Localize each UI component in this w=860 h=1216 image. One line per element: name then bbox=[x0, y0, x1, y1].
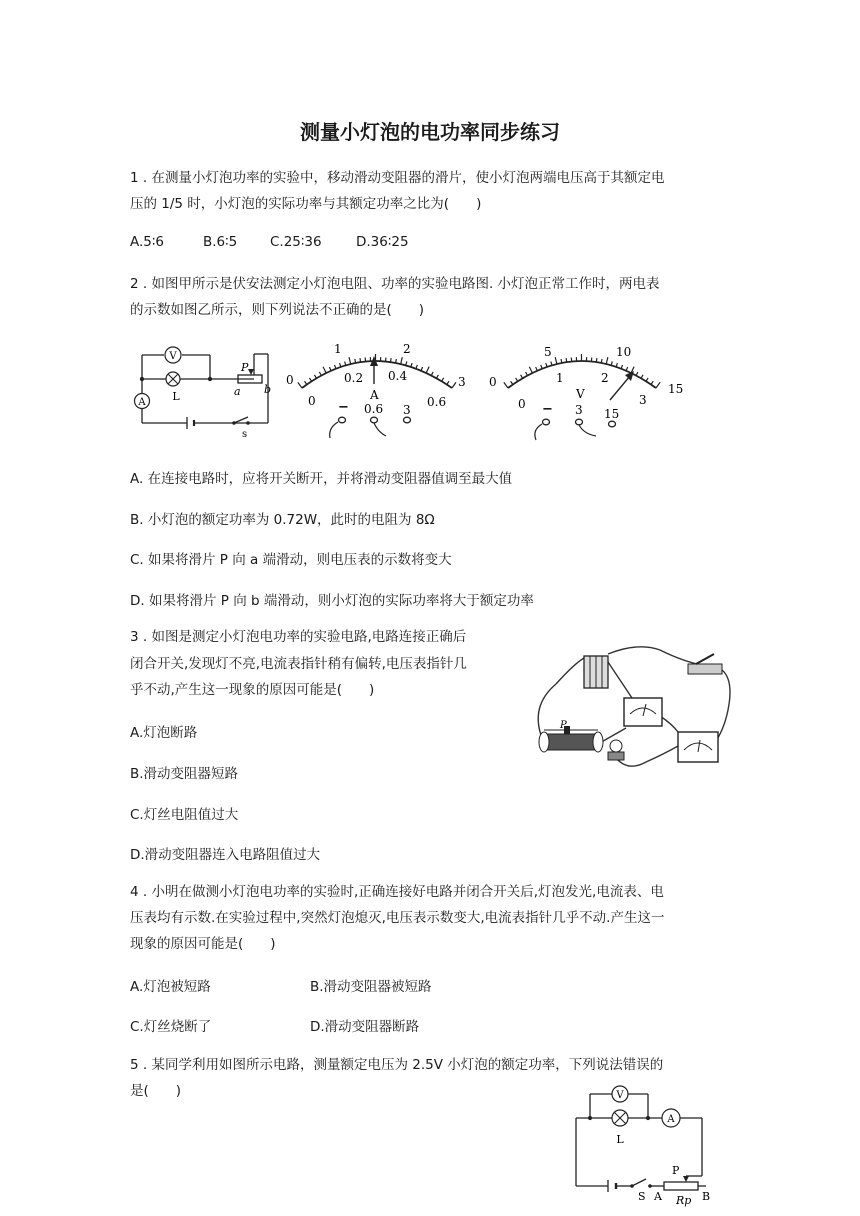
voltmeter-outer-tick: 0 bbox=[489, 375, 497, 389]
ammeter-unit-label: A bbox=[370, 388, 379, 402]
dial-tick-mark bbox=[651, 381, 653, 384]
q3-apparatus-figure bbox=[528, 640, 734, 776]
q2-text-line1: 2 . 如图甲所示是伏安法测定小灯泡电阻、功率的实验电路图. 小灯泡正常工作时，两电表 bbox=[130, 276, 660, 292]
dial-tick-mark bbox=[526, 372, 528, 376]
switch-icon bbox=[688, 654, 722, 674]
dial-tick-mark bbox=[504, 382, 508, 388]
q2-junction-dot bbox=[140, 377, 144, 381]
ammeter-terminal-label: 0.6 bbox=[364, 402, 384, 416]
dial-tick-mark bbox=[329, 367, 331, 371]
dial-tick-mark bbox=[401, 357, 403, 364]
dial-tick-mark bbox=[314, 375, 316, 378]
ammeter-inner-tick: 0.6 bbox=[427, 395, 447, 409]
q2-circuit-diagram bbox=[130, 338, 280, 440]
ammeter-outer-tick: 1 bbox=[334, 342, 342, 356]
voltmeter-pointer bbox=[610, 376, 630, 400]
dial-tick-mark bbox=[319, 372, 321, 376]
q3-option-a: A.灯泡断路 bbox=[130, 725, 198, 741]
dial-tick-mark bbox=[309, 378, 311, 381]
dial-tick-mark bbox=[334, 365, 335, 369]
dial-tick-mark bbox=[447, 381, 449, 384]
q3-option-d: D.滑动变阻器连入电路阻值过大 bbox=[130, 847, 321, 863]
dial-tick-mark bbox=[536, 367, 538, 371]
ammeter-inner-tick: 0 bbox=[308, 394, 316, 408]
q1-text-line1: 1 . 在测量小灯泡功率的实验中，移动滑动变阻器的滑片，使小灯泡两端电压高于其额定电 bbox=[130, 170, 665, 186]
q3-text-line2: 闭合开关,发现灯不亮,电流表指针稍有偏转,电压表指针几 bbox=[130, 656, 467, 672]
q2-switch-label: s bbox=[242, 429, 248, 440]
q3-slider-label: P bbox=[560, 720, 567, 731]
dial-tick-mark bbox=[656, 382, 660, 388]
q4-text-line2: 压表均有示数.在实验过程中,突然灯泡熄灭,电压表示数变大,电流表指针几乎不动.产生这一 bbox=[130, 910, 665, 926]
dial-tick-mark bbox=[442, 378, 444, 381]
q4-option-d: D.滑动变阻器断路 bbox=[310, 1019, 420, 1035]
q2-slider-arrow bbox=[248, 369, 254, 375]
dial-tick-mark bbox=[561, 359, 562, 363]
voltmeter-terminal-label: 3 bbox=[575, 403, 583, 417]
q5-text-line1: 5 . 某同学利用如图所示电路，测量额定电压为 2.5V 小灯泡的额定功率，下列说法错误的 bbox=[130, 1057, 664, 1073]
q2-ammeter-label: A bbox=[138, 397, 146, 408]
q2-slider-label: P bbox=[241, 361, 249, 374]
q5-end-a-label: A bbox=[654, 1190, 662, 1203]
dial-tick-mark bbox=[323, 367, 326, 373]
dial-tick-mark bbox=[511, 381, 513, 384]
dial-tick-mark bbox=[349, 357, 351, 364]
q5-slider-label: P bbox=[672, 1164, 680, 1177]
q2-junction-dot bbox=[208, 377, 212, 381]
battery-box-icon bbox=[584, 656, 608, 688]
q4-text-line3: 现象的原因可能是( ) bbox=[130, 936, 276, 952]
voltmeter-outer-tick: 15 bbox=[668, 382, 684, 396]
q2-voltmeter-label: V bbox=[169, 351, 177, 362]
dial-tick-mark bbox=[636, 372, 638, 376]
dial-tick-mark bbox=[596, 358, 597, 362]
dial-tick-mark bbox=[601, 359, 602, 363]
voltmeter-inner-tick: 1 bbox=[556, 371, 564, 385]
q5-end-b-label: B bbox=[702, 1190, 711, 1203]
dial-tick-mark bbox=[431, 372, 433, 376]
q3-option-c: C.灯丝电阻值过大 bbox=[130, 807, 239, 823]
q3-text-line3: 乎不动,产生这一现象的原因可能是( ) bbox=[130, 682, 375, 698]
q2-lamp-label: L bbox=[172, 390, 180, 403]
dial-tick-mark bbox=[391, 358, 392, 362]
ammeter-outer-tick: 0 bbox=[286, 373, 294, 387]
ammeter-inner-tick: 0.2 bbox=[344, 371, 364, 385]
dial-tick-mark bbox=[298, 382, 302, 388]
dial-tick-mark bbox=[396, 359, 397, 363]
q2-option-b: B. 小灯泡的额定功率为 0.72W，此时的电阻为 8Ω bbox=[130, 512, 435, 528]
q2-end-b-label: b bbox=[264, 383, 272, 396]
dial-tick-mark bbox=[566, 358, 567, 362]
q5-text-line2: 是( ) bbox=[130, 1083, 182, 1099]
dial-tick-mark bbox=[421, 367, 423, 371]
q3-text-line1: 3 . 如图是测定小灯泡电功率的实验电路,电路连接正确后 bbox=[130, 629, 467, 645]
voltmeter-terminal-label: − bbox=[542, 402, 553, 417]
dial-tick-mark bbox=[360, 358, 361, 362]
dial-tick-mark bbox=[516, 378, 518, 381]
q5-switch-label: S bbox=[638, 1190, 646, 1203]
dial-tick-mark bbox=[555, 357, 557, 364]
dial-tick-mark bbox=[626, 367, 628, 371]
dial-tick-mark bbox=[521, 375, 523, 378]
q2-voltmeter-dial bbox=[486, 336, 686, 444]
q2-option-d: D. 如果将滑片 P 向 b 端滑动，则小灯泡的实际功率将大于额定功率 bbox=[130, 593, 534, 609]
q5-lamp-label: L bbox=[616, 1133, 624, 1146]
voltmeter-terminal-label: 15 bbox=[604, 407, 620, 421]
q2-text-line2: 的示数如图乙所示，则下列说法不正确的是( ) bbox=[130, 302, 425, 318]
dial-tick-mark bbox=[606, 357, 608, 364]
rheostat-icon bbox=[539, 726, 603, 752]
voltmeter-outer-tick: 10 bbox=[616, 345, 632, 359]
voltmeter-outer-tick: 5 bbox=[544, 345, 552, 359]
ammeter-outer-tick: 3 bbox=[458, 375, 466, 389]
q5-voltmeter-label: V bbox=[616, 1090, 624, 1101]
q5-ammeter-label: A bbox=[667, 1114, 675, 1125]
dial-tick-mark bbox=[541, 365, 542, 369]
q4-option-c: C.灯丝烧断了 bbox=[130, 1019, 212, 1035]
q5-circuit-diagram bbox=[566, 1076, 716, 1210]
voltmeter-inner-tick: 0 bbox=[518, 397, 526, 411]
dial-tick-mark bbox=[355, 359, 356, 363]
voltmeter-icon bbox=[678, 732, 718, 762]
voltmeter-unit-label: V bbox=[576, 387, 585, 401]
q5-resistor-label: Rp bbox=[676, 1194, 692, 1207]
q2-option-c: C. 如果将滑片 P 向 a 端滑动，则电压表的示数将变大 bbox=[130, 552, 452, 568]
q1-text-line2: 压的 1/5 时，小灯泡的实际功率与其额定功率之比为( ) bbox=[130, 196, 482, 212]
lamp-icon bbox=[608, 740, 624, 760]
dial-tick-mark bbox=[305, 381, 307, 384]
dial-tick-mark bbox=[426, 367, 429, 373]
q1-option-b: B.6∶5 bbox=[203, 234, 238, 250]
ammeter-outer-tick: 2 bbox=[403, 342, 411, 356]
dial-tick-mark bbox=[452, 382, 456, 388]
q1-option-a: A.5∶6 bbox=[130, 234, 164, 250]
q4-option-b: B.滑动变阻器被短路 bbox=[310, 979, 432, 995]
dial-tick-mark bbox=[621, 365, 622, 369]
q1-option-c: C.25∶36 bbox=[270, 234, 322, 250]
page-title: 测量小灯泡的电功率同步练习 bbox=[300, 120, 560, 144]
ammeter-inner-tick: 0.4 bbox=[388, 369, 408, 383]
ammeter-terminal-label: − bbox=[338, 400, 349, 415]
voltmeter-inner-tick: 3 bbox=[639, 393, 647, 407]
q4-option-a: A.灯泡被短路 bbox=[130, 979, 211, 995]
q2-option-a: A. 在连接电路时，应将开关断开，并将滑动变阻器值调至最大值 bbox=[130, 471, 513, 487]
q3-option-b: B.滑动变阻器短路 bbox=[130, 766, 239, 782]
q2-end-a-label: a bbox=[234, 385, 241, 398]
ammeter-terminal-label: 3 bbox=[403, 403, 411, 417]
q4-text-line1: 4 . 小明在做测小灯泡电功率的实验时,正确连接好电路并闭合开关后,灯泡发光,电流表、电 bbox=[130, 884, 664, 900]
dial-tick-mark bbox=[641, 375, 643, 378]
ammeter-icon bbox=[624, 698, 662, 726]
q1-option-d: D.36∶25 bbox=[356, 234, 409, 250]
q2-ammeter-dial bbox=[282, 336, 472, 444]
q5-slider-arrow bbox=[683, 1176, 689, 1182]
dial-tick-mark bbox=[646, 378, 648, 381]
dial-tick-mark bbox=[529, 367, 532, 373]
dial-tick-mark bbox=[436, 375, 438, 378]
voltmeter-inner-tick: 2 bbox=[601, 371, 609, 385]
dial-tick-mark bbox=[416, 365, 417, 369]
